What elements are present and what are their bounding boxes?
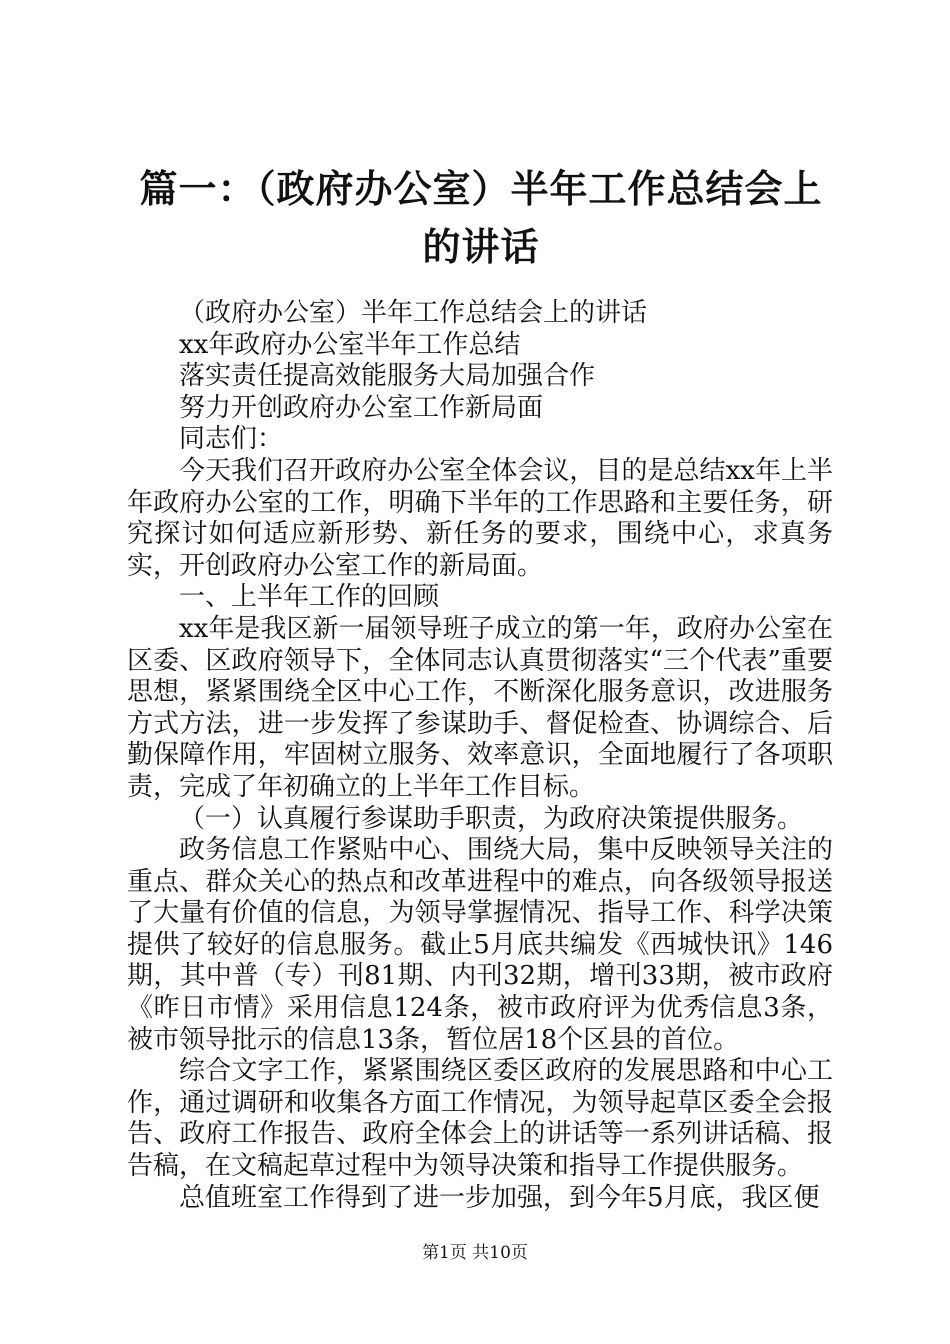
- subtitle-line: 落实责任提高效能服务大局加强合作: [179, 361, 596, 392]
- body-paragraph: 总值班室工作得到了进一步加强，到今年5月底，我区便: [179, 1182, 820, 1213]
- subtitle-line: xx年政府办公室半年工作总结: [179, 329, 521, 360]
- salutation: 同志们：: [179, 424, 284, 455]
- body-paragraph: 政务信息工作紧贴中心、围绕大局，集中反映领导关注的重点、群众关心的热点和改革进程中的难点，向各级领导报送了大量有价值的信息，为领导掌握情况、指导工作、科学决策提供了较好的信息服务。截止5月底共编发《西城快讯》146期，其中普（专）刊81期、内刊32期，增刊33期，被市政府《昨日市情》采用信息124条，被市政府评为优秀信息3条，被市领导批示的信息13条，暂位居18个区县的首位。: [127, 835, 833, 1055]
- subtitle-line: （政府办公室）半年工作总结会上的讲话: [179, 298, 648, 328]
- body-paragraph: xx年是我区新一届领导班子成立的第一年，政府办公室在区委、区政府领导下，全体同志认真贯彻落实“三个代表”重要思想，紧紧围绕全区中心工作，不断深化服务意识，改进服务方式方法，进一步发挥了参谋助手、督促检查、协调综合、后勤保障作用，牢固树立服务、效率意识，全面地履行了各项职责，完成了年初确立的上半年工作目标。: [127, 613, 833, 802]
- document-title: 篇一：（政府办公室）半年工作总结会上的讲话: [139, 166, 823, 269]
- section-heading: 一、上半年工作的回顾: [179, 582, 440, 613]
- page-number: 第1页 共10页: [422, 1243, 528, 1263]
- document-body: [127, 298, 833, 1214]
- subsection-heading: （一）认真履行参谋助手职责，为政府决策提供服务。: [179, 803, 804, 834]
- body-paragraph: 今天我们召开政府办公室全体会议，目的是总结xx年上半年政府办公室的工作，明确下半年的工作思路和主要任务，研究探讨如何适应新形势、新任务的要求，围绕中心，求真务实，开创政府办公室工作的新局面。: [127, 455, 833, 581]
- subtitle-line: 努力开创政府办公室工作新局面: [179, 392, 544, 423]
- body-paragraph: 综合文字工作，紧紧围绕区委区政府的发展思路和中心工作，通过调研和收集各方面工作情况，为领导起草区委全会报告、政府工作报告、政府全体会上的讲话等一系列讲话稿、报告稿，在文稿起草过程中为领导决策和指导工作提供服务。: [127, 1056, 833, 1182]
